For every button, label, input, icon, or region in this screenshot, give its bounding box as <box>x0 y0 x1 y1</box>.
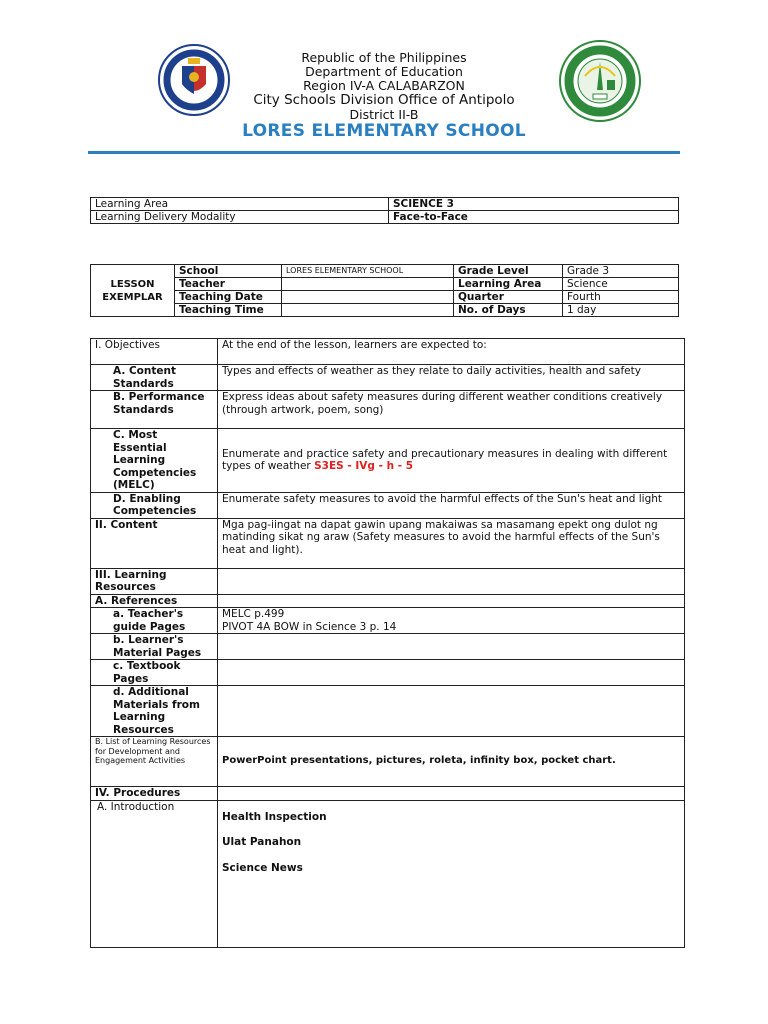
teacher-label: Teacher <box>175 278 282 291</box>
lesson-plan-table <box>90 338 685 948</box>
introduction-label: A. Introduction <box>91 800 218 947</box>
enabling-competencies-label: D. Enabling Competencies <box>91 492 218 518</box>
teachers-guide-line-1: MELC p.499 <box>222 608 285 620</box>
table-row <box>91 429 685 493</box>
table-row <box>91 800 685 947</box>
content-standards-label: A. Content Standards <box>91 365 218 391</box>
enabling-competencies-text: Enumerate safety measures to avoid the harmful effects of the Sun's heat and light <box>218 492 685 518</box>
header-divider <box>88 151 680 154</box>
table-row <box>91 518 685 568</box>
textbook-text <box>218 660 685 686</box>
teachers-guide-label: a. Teacher's guide Pages <box>91 608 218 634</box>
header-department: Department of Education <box>305 64 463 79</box>
header-district: District II-B <box>349 107 419 122</box>
additional-materials-label: d. Additional Materials from Learning Resources <box>91 686 218 737</box>
lesson-exemplar-table <box>90 264 679 317</box>
table-row <box>91 391 685 429</box>
table-row <box>91 265 679 278</box>
lesson-exemplar-label <box>91 265 175 317</box>
teaching-time-value <box>282 304 454 317</box>
objectives-text: At the end of the lesson, learners are expected to: <box>218 339 685 365</box>
lesson-label: LESSON <box>110 278 155 290</box>
introduction-item: Health Inspection <box>222 810 327 823</box>
table-row <box>91 492 685 518</box>
learning-resources-text <box>218 568 685 594</box>
table-row <box>91 291 679 304</box>
melc-cell <box>218 429 685 493</box>
learning-area-label: Learning Area <box>91 198 389 211</box>
melc-code: S3ES - IVg - h - 5 <box>314 460 414 473</box>
school-title: LORES ELEMENTARY SCHOOL <box>242 121 526 141</box>
table-row <box>91 787 685 801</box>
table-row <box>91 568 685 594</box>
table-row <box>91 198 679 211</box>
table-row <box>91 594 685 608</box>
teachers-guide-cell <box>218 608 685 634</box>
introduction-item: Science News <box>222 861 303 874</box>
grade-level-value: Grade 3 <box>563 265 679 278</box>
table-row <box>91 660 685 686</box>
content-standards-text: Types and effects of weather as they relate to daily activities, health and safety <box>218 365 685 391</box>
introduction-item: Ulat Panahon <box>222 836 302 848</box>
teaching-time-label: Teaching Time <box>175 304 282 317</box>
teachers-guide-line-2: PIVOT 4A BOW in Science 3 p. 14 <box>222 620 397 633</box>
grade-level-label: Grade Level <box>454 265 563 278</box>
school-value: LORES ELEMENTARY SCHOOL <box>282 265 454 278</box>
content-label: II. Content <box>91 518 218 568</box>
delivery-modality-label: Learning Delivery Modality <box>91 211 389 224</box>
introduction-cell <box>218 800 685 947</box>
teaching-date-value <box>282 291 454 304</box>
table-row <box>91 737 685 787</box>
additional-materials-text <box>218 686 685 737</box>
learners-material-label: b. Learner's Material Pages <box>91 634 218 660</box>
procedures-text <box>218 787 685 801</box>
melc-text: Enumerate and practice safety and precautionary measures in dealing with different types of weather <box>222 447 668 473</box>
learners-material-text <box>218 634 685 660</box>
days-label: No. of Days <box>454 304 563 317</box>
references-label: A. References <box>91 594 218 608</box>
performance-standards-text: Express ideas about safety measures during different weather conditions creatively (through artwork, poem, song) <box>218 391 685 429</box>
days-value: 1 day <box>563 304 679 317</box>
objectives-label: I. Objectives <box>91 339 218 365</box>
delivery-modality-value: Face-to-Face <box>389 211 679 224</box>
content-text: Mga pag-iingat na dapat gawin upang makaiwas sa masamang epekt ong dulot ng matinding sikat ng araw (Safety measures to avoid the harmful effects of the Sun's heat and light). <box>218 518 685 568</box>
learning-area-table <box>90 197 679 224</box>
references-text <box>218 594 685 608</box>
school-label: School <box>175 265 282 278</box>
table-row <box>91 304 679 317</box>
list-resources-label: B. List of Learning Resources for Development and Engagement Activities <box>91 737 218 787</box>
melc-label: C. Most Essential Learning Competencies (MELC) <box>91 429 218 493</box>
table-row <box>91 608 685 634</box>
learning-area-value-2: Science <box>563 278 679 291</box>
table-row <box>91 365 685 391</box>
list-resources-text: PowerPoint presentations, pictures, roleta, infinity box, pocket chart. <box>218 737 685 787</box>
teaching-date-label: Teaching Date <box>175 291 282 304</box>
header-region: Region IV-A CALABARZON <box>303 78 465 93</box>
procedures-label: IV. Procedures <box>91 787 218 801</box>
learning-area-value: SCIENCE 3 <box>389 198 679 211</box>
performance-standards-label: B. Performance Standards <box>91 391 218 429</box>
learning-area-label-2: Learning Area <box>454 278 563 291</box>
header-division-office: City Schools Division Office of Antipolo <box>253 92 515 108</box>
exemplar-label: EXEMPLAR <box>102 291 163 303</box>
teacher-value <box>282 278 454 291</box>
table-row <box>91 278 679 291</box>
quarter-value: Fourth <box>563 291 679 304</box>
table-row <box>91 686 685 737</box>
quarter-label: Quarter <box>454 291 563 304</box>
table-row <box>91 211 679 224</box>
textbook-label: c. Textbook Pages <box>91 660 218 686</box>
learning-resources-label: III. Learning Resources <box>91 568 218 594</box>
table-row <box>91 339 685 365</box>
header-republic: Republic of the Philippines <box>301 50 467 65</box>
table-row <box>91 634 685 660</box>
